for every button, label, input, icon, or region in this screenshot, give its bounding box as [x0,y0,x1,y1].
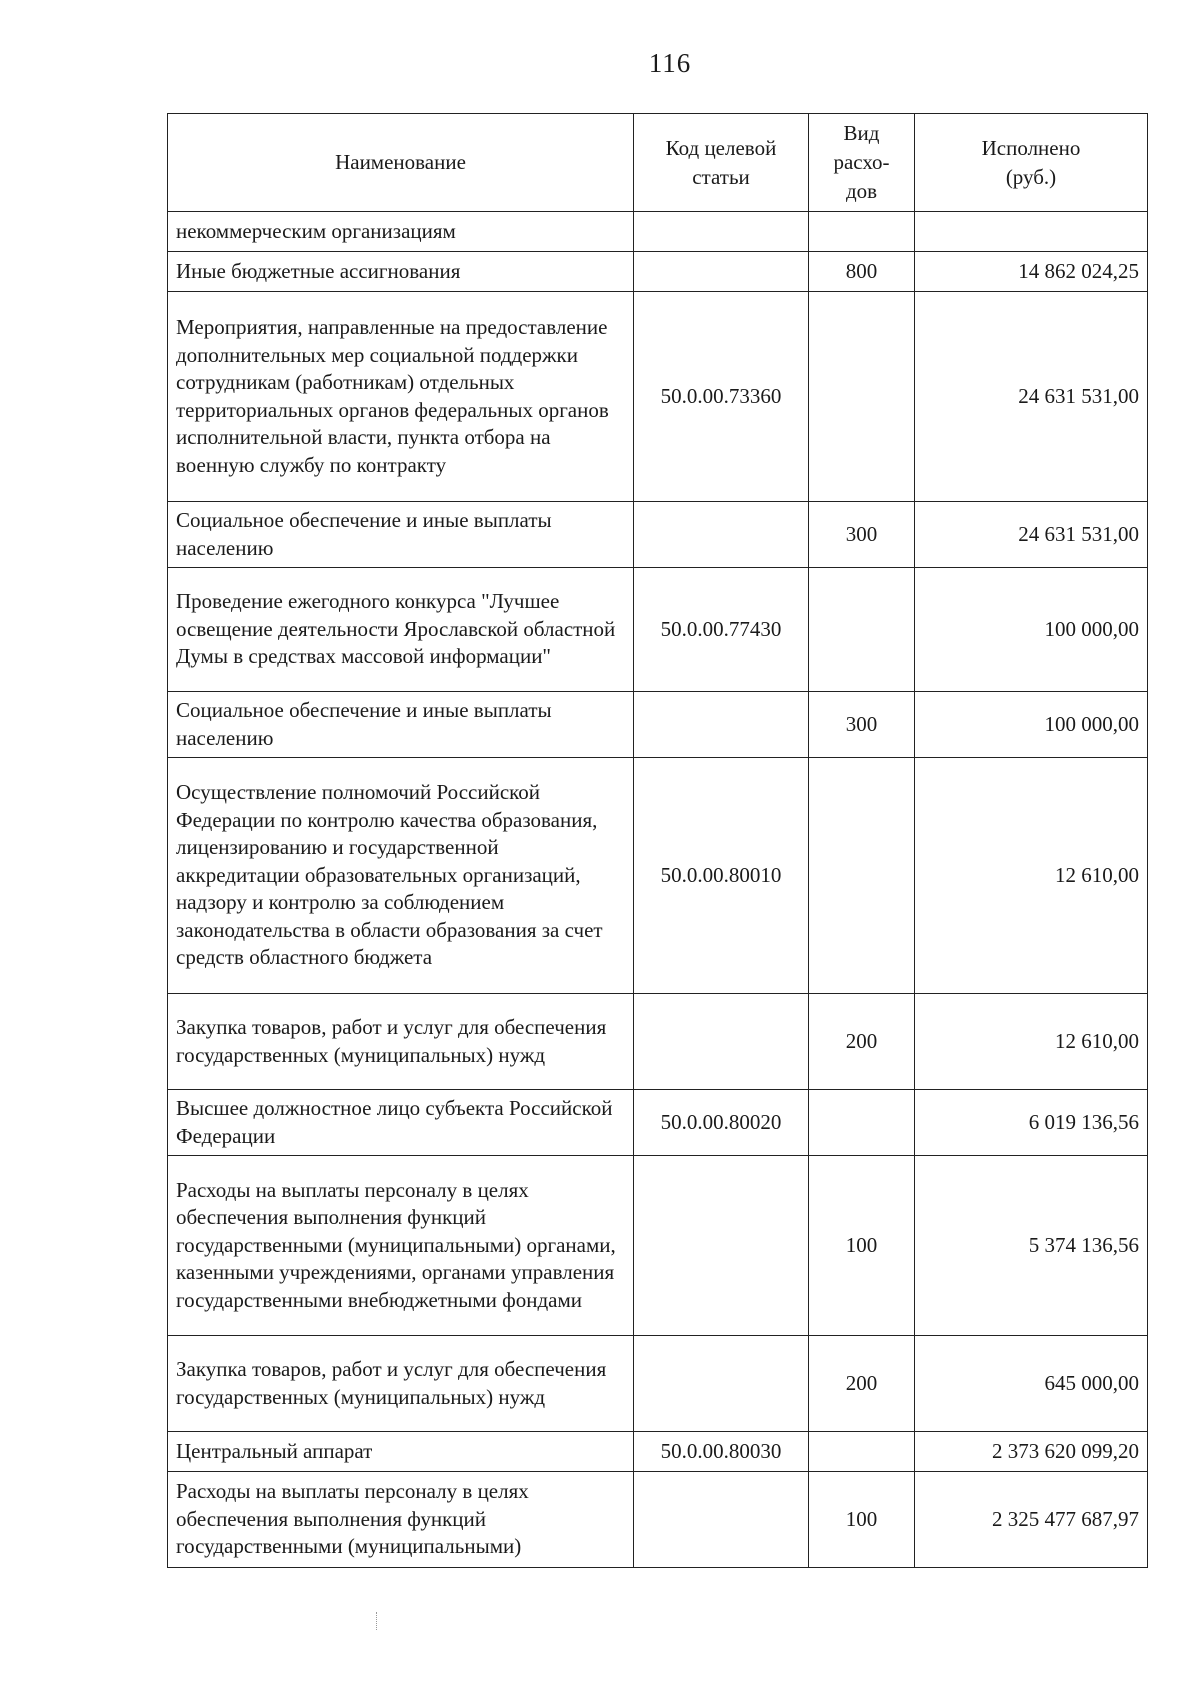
row-code [634,994,809,1090]
row-name: Расходы на выплаты персоналу в целях обеспечения выполнения функций государственными (муниципальными) [168,1472,634,1568]
row-code [634,502,809,568]
row-amount: 12 610,00 [915,994,1148,1090]
row-name: Высшее должностное лицо субъекта Российской Федерации [168,1090,634,1156]
table-row [168,502,1148,568]
row-type [809,292,915,502]
row-code: 50.0.00.77430 [634,568,809,692]
table-row [168,994,1148,1090]
header-amount: Исполнено (руб.) [915,114,1148,212]
table-row [168,1432,1148,1472]
row-type: 100 [809,1472,915,1568]
table-row [168,692,1148,758]
table-row [168,212,1148,252]
row-amount: 12 610,00 [915,758,1148,994]
row-code: 50.0.00.80020 [634,1090,809,1156]
row-type [809,1090,915,1156]
row-type: 200 [809,994,915,1090]
row-amount: 2 325 477 687,97 [915,1472,1148,1568]
row-amount: 14 862 024,25 [915,252,1148,292]
row-name: Мероприятия, направленные на предоставление дополнительных мер социальной поддержки сотрудникам (работникам) отдельных территориальных органов федеральных органов исполнительной власти, пункта отбора на военную службу по контракту [168,292,634,502]
row-code [634,1336,809,1432]
row-type [809,212,915,252]
row-amount: 24 631 531,00 [915,292,1148,502]
scan-mark [376,1612,378,1630]
row-amount: 100 000,00 [915,568,1148,692]
row-name: Расходы на выплаты персоналу в целях обеспечения выполнения функций государственными (муниципальными) органами, казенными учреждениями, органами управления государственными внебюджетными фондами [168,1156,634,1336]
row-type [809,568,915,692]
row-type: 200 [809,1336,915,1432]
table-row [168,252,1148,292]
budget-table [167,113,1148,1568]
row-name: Социальное обеспечение и иные выплаты населению [168,502,634,568]
row-code: 50.0.00.80010 [634,758,809,994]
table-row [168,758,1148,994]
row-amount: 6 019 136,56 [915,1090,1148,1156]
row-type: 300 [809,502,915,568]
row-type: 800 [809,252,915,292]
table-row [168,292,1148,502]
row-type: 300 [809,692,915,758]
page-number: 116 [648,48,692,78]
row-code [634,1156,809,1336]
row-amount: 100 000,00 [915,692,1148,758]
row-name: Центральный аппарат [168,1432,634,1472]
header-type: Вид расхо-дов [809,114,915,212]
row-name: Иные бюджетные ассигнования [168,252,634,292]
table-header-row [168,114,1148,212]
row-name: Закупка товаров, работ и услуг для обеспечения государственных (муниципальных) нужд [168,994,634,1090]
row-amount: 2 373 620 099,20 [915,1432,1148,1472]
row-name: Осуществление полномочий Российской Федерации по контролю качества образования, лицензированию и государственной аккредитации образовательных организаций, надзору и контролю за соблюдением законодательства в области образования за счет средств областного бюджета [168,758,634,994]
row-amount [915,212,1148,252]
row-amount: 5 374 136,56 [915,1156,1148,1336]
row-type [809,758,915,994]
row-code: 50.0.00.80030 [634,1432,809,1472]
row-name: Проведение ежегодного конкурса "Лучшее освещение деятельности Ярославской областной Думы в средствах массовой информации" [168,568,634,692]
row-amount: 24 631 531,00 [915,502,1148,568]
row-code: 50.0.00.73360 [634,292,809,502]
row-type: 100 [809,1156,915,1336]
row-type [809,1432,915,1472]
row-name: Социальное обеспечение и иные выплаты населению [168,692,634,758]
row-code [634,1472,809,1568]
table-row [168,1156,1148,1336]
header-code: Код целевой статьи [634,114,809,212]
row-amount: 645 000,00 [915,1336,1148,1432]
row-code [634,252,809,292]
table-row [168,1472,1148,1568]
table-row [168,1090,1148,1156]
row-code [634,212,809,252]
row-code [634,692,809,758]
table-row [168,1336,1148,1432]
header-name: Наименование [168,114,634,212]
row-name: Закупка товаров, работ и услуг для обеспечения государственных (муниципальных) нужд [168,1336,634,1432]
row-name: некоммерческим организациям [168,212,634,252]
table-row [168,568,1148,692]
